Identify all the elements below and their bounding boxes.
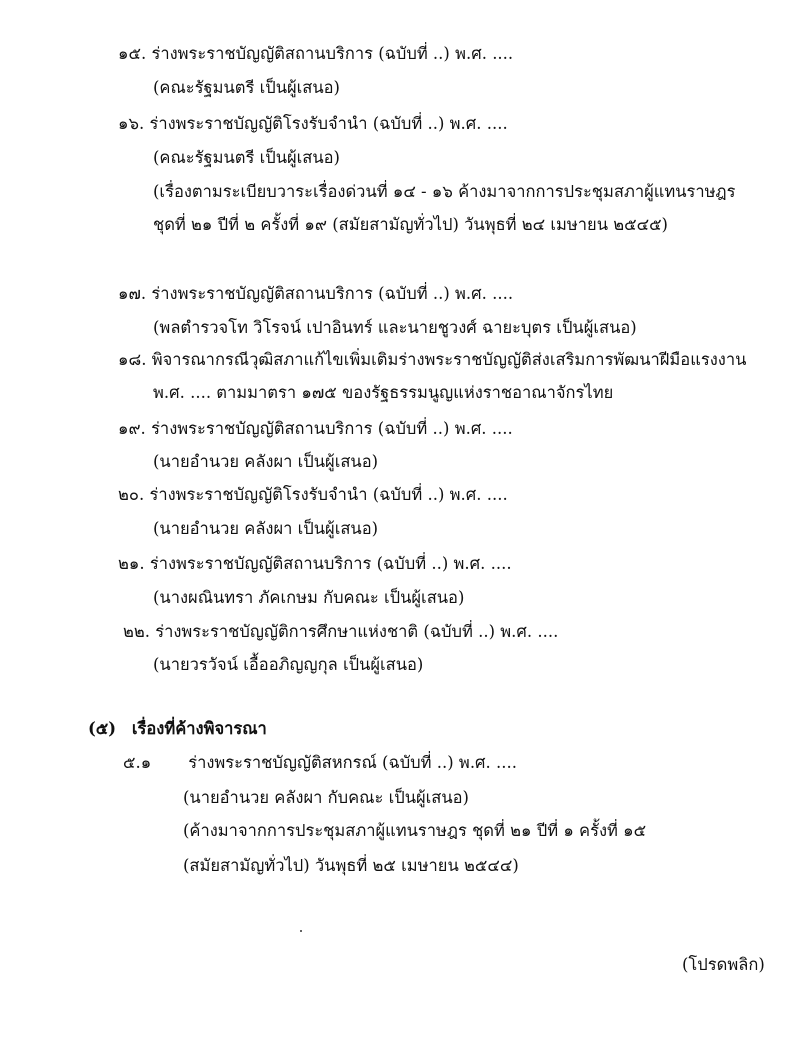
item-18-title-line bbox=[118, 349, 746, 371]
item-title: ร่างพระราชบัญญัติโรงรับจำนำ (ฉบับที่ ..) พ.ศ. .... bbox=[149, 485, 508, 504]
stray-mark bbox=[300, 930, 302, 932]
section-number: (๕) bbox=[88, 719, 117, 738]
item-number: ๒๒. bbox=[123, 622, 150, 641]
item-19-title-line bbox=[118, 418, 513, 440]
subsection-note-2: (สมัยสามัญทั่วไป) วันพุธที่ ๒๕ เมษายน ๒๕๔๔) bbox=[183, 856, 519, 875]
item-number: ๑๖. bbox=[118, 114, 145, 133]
item-number: ๑๘. bbox=[118, 350, 147, 369]
item-title: ร่างพระราชบัญญัติสถานบริการ (ฉบับที่ ..) พ.ศ. .... bbox=[151, 419, 513, 438]
item-title: ร่างพระราชบัญญัติสถานบริการ (ฉบับที่ ..) พ.ศ. .... bbox=[149, 554, 512, 573]
item-16-note-1: (เรื่องตามระเบียบวาระเรื่องด่วนที่ ๑๔ - ๑๖ ค้างมาจากการประชุมสภาผู้แทนราษฎร bbox=[153, 182, 736, 201]
item-number: ๑๗. bbox=[118, 284, 147, 303]
item-16-note-2: ชุดที่ ๒๑ ปีที่ ๒ ครั้งที่ ๑๙ (สมัยสามัญทั่วไป) วันพุธที่ ๒๔ เมษายน ๒๕๔๕) bbox=[153, 215, 668, 234]
item-number: ๑๕. bbox=[118, 44, 147, 63]
item-20-proposer: (นายอำนวย คลังผา เป็นผู้เสนอ) bbox=[153, 519, 379, 538]
item-20-title-line bbox=[118, 484, 508, 506]
item-title: ร่างพระราชบัญญัติสถานบริการ (ฉบับที่ ..) พ.ศ. .... bbox=[151, 284, 514, 303]
item-number: ๑๙. bbox=[118, 419, 146, 438]
item-21-title-line bbox=[118, 553, 512, 575]
item-15-title-line bbox=[118, 43, 513, 65]
item-title: พิจารณากรณีวุฒิสภาแก้ไขเพิ่มเติมร่างพระราชบัญญัติส่งเสริมการพัฒนาฝีมือแรงงาน bbox=[151, 350, 747, 369]
subsection-proposer: (นายอำนวย คลังผา กับคณะ เป็นผู้เสนอ) bbox=[183, 788, 469, 807]
item-number: ๒๑. bbox=[118, 554, 145, 573]
item-title: ร่างพระราชบัญญัติโรงรับจำนำ (ฉบับที่ ..) พ.ศ. .... bbox=[149, 114, 508, 133]
item-16-proposer: (คณะรัฐมนตรี เป็นผู้เสนอ) bbox=[153, 148, 340, 167]
item-number: ๒๐. bbox=[118, 485, 145, 504]
item-18-continuation: พ.ศ. .... ตามมาตรา ๑๗๕ ของรัฐธรรมนูญแห่งราชอาณาจักรไทย bbox=[153, 383, 614, 402]
please-turn-over: (โปรดพลิก) bbox=[682, 955, 765, 974]
item-title: ร่างพระราชบัญญัติสถานบริการ (ฉบับที่ ..) พ.ศ. .... bbox=[151, 44, 514, 63]
item-21-proposer: (นางผณินทรา ภัคเกษม กับคณะ เป็นผู้เสนอ) bbox=[153, 588, 465, 607]
subsection-title: ร่างพระราชบัญญัติสหกรณ์ (ฉบับที่ ..) พ.ศ. .... bbox=[188, 753, 518, 772]
item-22-proposer: (นายวรวัจน์ เอื้ออภิญญกุล เป็นผู้เสนอ) bbox=[153, 655, 424, 674]
item-17-proposer: (พลตำรวจโท วิโรจน์ เปาอินทร์ และนายชูวงศ์ ฉายะบุตร เป็นผู้เสนอ) bbox=[153, 318, 637, 337]
subsection-number: ๕.๑ bbox=[123, 753, 152, 772]
section-heading bbox=[88, 718, 267, 740]
item-19-proposer: (นายอำนวย คลังผา เป็นผู้เสนอ) bbox=[153, 452, 379, 471]
section-title: เรื่องที่ค้างพิจารณา bbox=[131, 719, 267, 738]
item-15-proposer: (คณะรัฐมนตรี เป็นผู้เสนอ) bbox=[153, 78, 340, 97]
item-title: ร่างพระราชบัญญัติการศึกษาแห่งชาติ (ฉบับที่ ..) พ.ศ. .... bbox=[155, 622, 559, 641]
subsection-note-1: (ค้างมาจากการประชุมสภาผู้แทนราษฎร ชุดที่ ๒๑ ปีที่ ๑ ครั้งที่ ๑๕ bbox=[183, 821, 647, 840]
subsection-title-line bbox=[123, 752, 517, 774]
item-16-title-line bbox=[118, 113, 508, 135]
item-17-title-line bbox=[118, 283, 513, 305]
item-22-title-line bbox=[123, 621, 558, 643]
